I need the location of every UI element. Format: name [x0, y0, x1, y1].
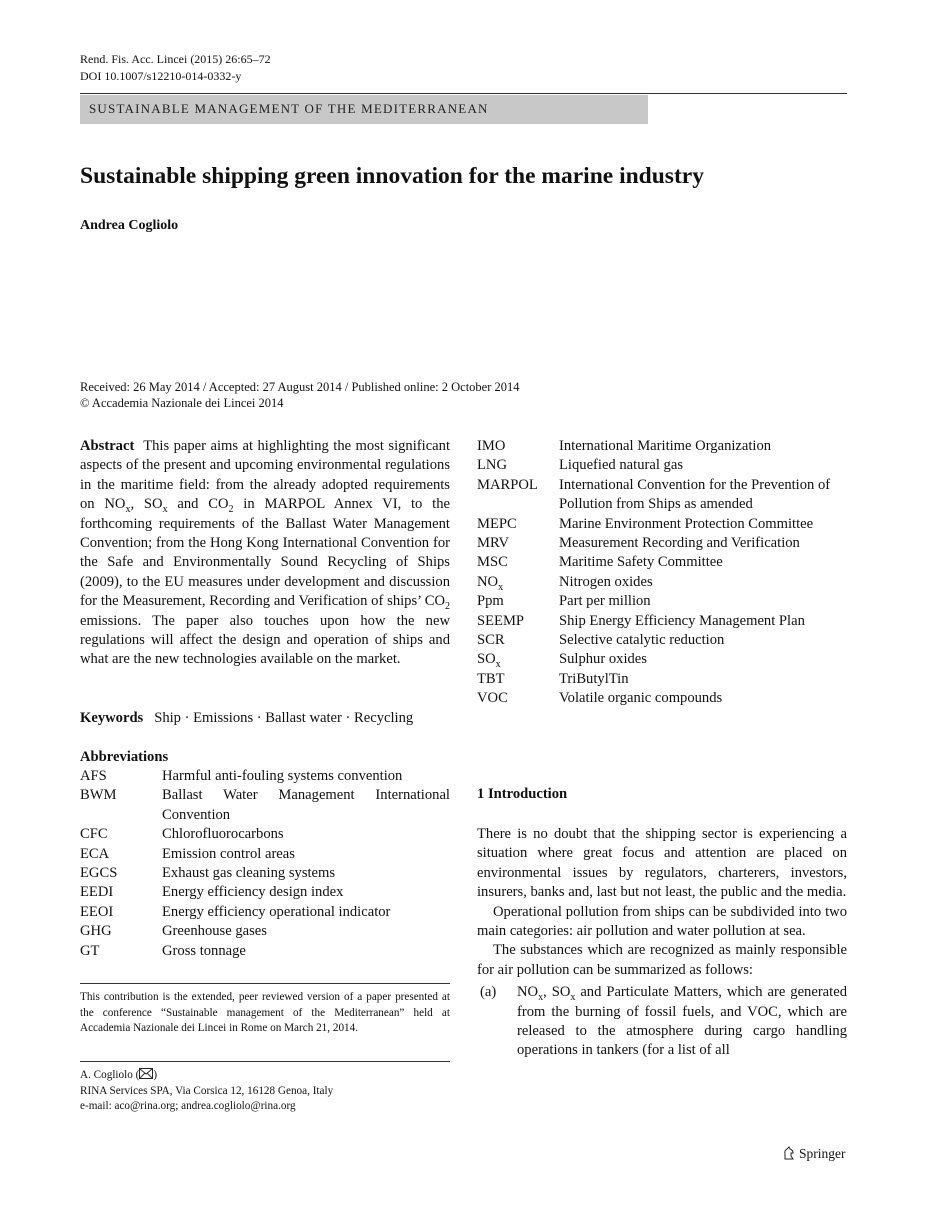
publisher-name: Springer [799, 1146, 846, 1161]
correspondence-line [80, 1068, 450, 1084]
abbreviation-definition: Gross tonnage [162, 942, 246, 959]
section-label: SUSTAINABLE MANAGEMENT OF THE MEDITERRANEAN [89, 101, 489, 116]
abbreviation-row [477, 476, 847, 515]
abstract-text-3: and CO [167, 496, 229, 513]
publisher-logo [782, 1146, 846, 1162]
abbreviation-term [477, 476, 559, 515]
abbreviation-term-text: GT [80, 942, 100, 959]
subscript: 2 [445, 601, 450, 613]
abbreviations-table-right [477, 437, 847, 709]
abbreviation-definition: Ship Energy Efficiency Management Plan [559, 612, 805, 629]
affiliation-address: RINA Services SPA, Via Corsica 12, 16128 Genoa, Italy [80, 1084, 334, 1097]
abbreviation-term [80, 903, 162, 922]
author-short: A. Cogliolo ( [80, 1069, 140, 1081]
author-short-end: ) [153, 1069, 158, 1081]
abbreviation-row [80, 903, 450, 922]
abbreviation-term [80, 767, 162, 786]
abbreviations-heading: Abbreviations [80, 749, 169, 765]
abbreviation-term-text: Ppm [477, 593, 504, 610]
abbreviation-row [477, 534, 847, 553]
abbreviation-term [80, 845, 162, 864]
copyright-line: © Accademia Nazionale dei Lincei 2014 [80, 396, 284, 410]
article-dates [80, 379, 520, 411]
abbreviation-term [477, 612, 559, 631]
abbreviation-term [477, 670, 559, 689]
abbreviation-term [80, 942, 162, 961]
abbreviation-term [477, 515, 559, 534]
journal-citation: Rend. Fis. Acc. Lincei (2015) 26:65–72 [80, 52, 271, 66]
abbreviation-term-text: BWM [80, 787, 117, 804]
affiliation [80, 1068, 450, 1115]
abbreviation-row [477, 631, 847, 650]
article-title: Sustainable shipping green innovation for the marine industry [80, 163, 704, 189]
abbreviation-term-text: SCR [477, 632, 505, 649]
abbreviation-row [477, 650, 847, 669]
intro-paragraph-2: Operational pollution from ships can be subdivided into two main categories: air pollution and water pollution at sea. [477, 903, 847, 940]
abbreviation-term-text: SEEMP [477, 612, 525, 629]
abbreviation-term [80, 883, 162, 902]
affiliation-rule [80, 1061, 450, 1062]
introduction-body [477, 825, 847, 1061]
abbreviation-row [477, 573, 847, 592]
abbreviation-row [80, 845, 450, 864]
abbreviation-term-text: EEOI [80, 903, 114, 920]
abbreviations-table-left [80, 767, 450, 961]
header-rule [80, 93, 847, 94]
abbreviation-row [80, 883, 450, 902]
abbreviation-row [477, 612, 847, 631]
abbreviation-term [477, 534, 559, 553]
abbreviation-definition: Part per million [559, 593, 651, 610]
abbreviation-row [477, 456, 847, 475]
keywords-label: Keywords [80, 710, 144, 726]
abbreviation-definition: International Maritime Organization [559, 438, 772, 454]
subscript: x [162, 504, 168, 516]
abbreviation-definition: Greenhouse gases [162, 923, 267, 940]
abbreviation-definition: Selective catalytic reduction [559, 632, 725, 649]
journal-header [80, 51, 271, 85]
abbreviation-row [477, 553, 847, 572]
abbreviation-row [80, 922, 450, 941]
abbreviation-row [477, 592, 847, 611]
doi-line: DOI 10.1007/s12210-014-0332-y [80, 69, 242, 83]
abbreviation-definition: Volatile organic compounds [559, 690, 723, 707]
abbreviation-term [80, 922, 162, 941]
abbreviation-term-text: MEPC [477, 515, 517, 532]
abbreviation-definition: Nitrogen oxides [559, 573, 653, 590]
abbreviation-term-text: VOC [477, 690, 508, 707]
author-name: Andrea Cogliolo [80, 218, 179, 233]
section-heading-introduction: 1 Introduction [477, 786, 568, 802]
abbreviation-term [477, 437, 559, 456]
abbreviation-definition: Maritime Safety Committee [559, 554, 723, 571]
abbreviation-row [477, 689, 847, 708]
abbreviation-definition: Energy efficiency design index [162, 884, 344, 901]
section-banner [80, 95, 648, 124]
abstract-text-5: emissions. The paper also touches upon how the new regulations will affect the design and operation of ships and what are the new technologies available on the market. [80, 612, 450, 668]
intro-paragraph-1: There is no doubt that the shipping sector is experiencing a situation where great focus and attention are placed on environmental issues by regulators, charterers, investors, insurers, banks and, last but not least, the public and the media. [477, 826, 847, 901]
abbreviation-term-text: ECA [80, 845, 110, 862]
subscript: x [495, 659, 501, 671]
abstract-text-2: , SO [130, 496, 163, 513]
abstract-label: Abstract [80, 438, 135, 454]
abbreviation-term-text: SO [477, 651, 496, 668]
abbreviation-term-text: EEDI [80, 884, 114, 901]
list-text-3: and Particulate Matters, which are generated from the burning of fossil fuels, and VOC, which are released to the atmosphere during cargo handling operations in tankers (for a list of all [517, 984, 847, 1059]
abbreviation-definition: Exhaust gas cleaning systems [162, 865, 336, 882]
footnote-rule [80, 983, 450, 984]
abbreviation-definition: Marine Environment Protection Committee [559, 515, 814, 532]
abbreviation-row [477, 515, 847, 534]
subscript: x [498, 581, 504, 593]
abbreviation-term [477, 631, 559, 650]
footnote: This contribution is the extended, peer reviewed version of a paper presented at the conference “Sustainable management of the Mediterranean” held at Accademia Nazionale dei Lincei in Rome on March 21, 2014. [80, 991, 450, 1034]
abstract-text-4: in MARPOL Annex VI, to the forthcoming requirements of the Ballast Water Management Convention; from the Hong Kong International Convention for the Safe and Environmentally Sound Recycling of Ships (2009), to the EU measures under development and discussion for the Measurement, Recording and Verification of ships’ CO [80, 496, 450, 610]
abbreviation-row [80, 825, 450, 844]
abbreviation-definition: Sulphur oxides [559, 651, 647, 668]
abbreviation-definition: Liquefied natural gas [559, 457, 683, 474]
abbreviation-term [477, 456, 559, 475]
abbreviation-definition: Chlorofluorocarbons [162, 826, 284, 843]
abbreviation-definition: International Convention for the Prevention of Pollution from Ships as amended [559, 476, 831, 513]
abbreviation-row [477, 670, 847, 689]
abstract-text-1: This paper aims at highlighting the most significant aspects of the present and upcoming environmental regulations in the maritime field: from the already adopted requirements on NO [80, 438, 450, 513]
keywords [80, 709, 450, 728]
abstract [80, 437, 450, 670]
intro-paragraph-3: The substances which are recognized as mainly responsible for air pollution can be summarized as follows: [477, 942, 847, 978]
affiliation-email: e-mail: aco@rina.org; andrea.cogliolo@rina.org [80, 1100, 296, 1112]
keywords-list: Ship · Emissions · Ballast water · Recycling [154, 710, 414, 726]
abbreviation-term-text: NO [477, 573, 499, 590]
abbreviation-definition: TriButylTin [559, 670, 629, 687]
abbreviation-row [80, 942, 450, 961]
email-envelope-icon [139, 1068, 153, 1079]
abbreviation-definition: Harmful anti-fouling systems convention [162, 768, 403, 784]
abbreviation-term-text: GHG [80, 923, 112, 940]
subscript: x [125, 504, 131, 516]
abbreviation-term [477, 553, 559, 572]
abbreviation-term-text: AFS [80, 768, 107, 784]
list-item [477, 983, 847, 1061]
abbreviation-row [80, 767, 450, 786]
history-dates: Received: 26 May 2014 / Accepted: 27 August 2014 / Published online: 2 October 2014 [80, 380, 520, 394]
springer-horse-icon [782, 1146, 796, 1160]
abbreviation-definition: Emission control areas [162, 845, 295, 862]
abbreviation-row [80, 786, 450, 825]
list-text-2: , SO [543, 984, 571, 1001]
abbreviation-term-text: MRV [477, 535, 510, 552]
subscript: 2 [228, 504, 234, 516]
abbreviation-term-text: MARPOL [477, 476, 538, 493]
abbreviation-term-text: IMO [477, 438, 506, 454]
abbreviation-term [477, 689, 559, 708]
abbreviation-term-text: MSC [477, 554, 508, 571]
list-text-1: NO [517, 984, 539, 1001]
abbreviation-term-text: EGCS [80, 865, 118, 882]
abbreviation-term [80, 864, 162, 883]
list-item-label: (a) [480, 984, 497, 1001]
abbreviation-row [477, 437, 847, 456]
abbreviation-term [477, 650, 559, 669]
subscript: x [538, 992, 544, 1004]
abbreviation-row [80, 864, 450, 883]
abbreviation-term [80, 786, 162, 825]
abbreviation-term-text: CFC [80, 826, 108, 843]
abbreviation-definition: Ballast Water Management International Convention [162, 787, 450, 823]
abbreviation-term [477, 573, 559, 592]
abbreviation-definition: Energy efficiency operational indicator [162, 903, 391, 920]
abbreviation-term-text: LNG [477, 457, 507, 474]
subscript: x [570, 992, 576, 1004]
abbreviation-definition: Measurement Recording and Verification [559, 535, 800, 552]
abbreviation-term-text: TBT [477, 670, 505, 687]
abbreviation-term [477, 592, 559, 611]
abbreviation-term [80, 825, 162, 844]
